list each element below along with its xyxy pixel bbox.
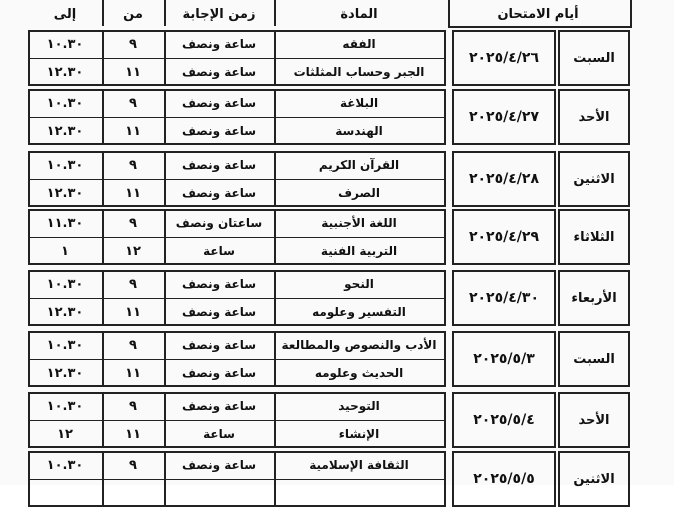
exam-day: الأحد: [578, 109, 610, 125]
cell-to: ١٠.٣٠: [46, 157, 84, 173]
cell-subject: التفسير وعلومه: [312, 305, 406, 319]
cell-duration: ساعة ونصف: [181, 65, 257, 79]
cell-from: ٩: [129, 95, 137, 111]
cell-to: ١٠.٣٠: [46, 398, 84, 414]
table-row: [0, 298, 674, 326]
table-row: [0, 209, 674, 237]
cell-to: ١٠.٣٠: [46, 95, 84, 111]
header-days: أيام الامتحان: [497, 6, 579, 22]
cell-to: ١٠.٣٠: [46, 276, 84, 292]
cell-from: ١١: [125, 64, 141, 80]
cell-duration: ساعة ونصف: [181, 186, 257, 200]
exam-day: السبت: [573, 50, 615, 66]
cell-from: ٩: [129, 276, 137, 292]
cell-from: ٩: [129, 457, 137, 473]
table-row: [0, 359, 674, 387]
exam-day: الاثنين: [573, 471, 615, 487]
cell-duration: ساعة ونصف: [181, 305, 257, 319]
exam-day-group: [0, 30, 674, 86]
exam-day-group: [0, 331, 674, 387]
exam-date: ٢٠٢٥/٤/٢٨: [468, 171, 540, 187]
table-row: [0, 179, 674, 207]
cell-from: ١١: [125, 185, 141, 201]
table-row: [0, 331, 674, 359]
cell-to: ١٢.٣٠: [46, 185, 84, 201]
exam-day-group: [0, 451, 674, 507]
exam-date: ٢٠٢٥/٤/٢٧: [468, 109, 540, 125]
cell-from: ١٢: [125, 243, 141, 259]
cell-duration: ساعة ونصف: [181, 277, 257, 291]
cell-from: ١١: [125, 426, 141, 442]
cell-duration: ساعة ونصف: [181, 399, 257, 413]
cell-from: [102, 479, 164, 507]
exam-day: السبت: [573, 351, 615, 367]
cell-to: ١٢.٣٠: [46, 365, 84, 381]
table-row: [0, 451, 674, 479]
cell-subject: الجبر وحساب المثلثات: [293, 65, 425, 79]
header-subject: المادة: [340, 6, 378, 22]
cell-duration: ساعة ونصف: [181, 37, 257, 51]
header-duration: زمن الإجابة: [182, 6, 256, 22]
cell-subject: [274, 479, 444, 507]
cell-subject: الصرف: [338, 186, 380, 200]
cell-duration: ساعتان ونصف: [175, 216, 263, 230]
cell-subject: البلاغة: [339, 96, 379, 110]
exam-day: الاثنين: [573, 171, 615, 187]
exam-date: ٢٠٢٥/٤/٣٠: [468, 290, 540, 306]
cell-to: ١٠.٣٠: [46, 337, 84, 353]
table-row: [0, 89, 674, 117]
cell-subject: الأدب والنصوص والمطالعة: [281, 338, 437, 352]
cell-subject: التوحيد: [338, 399, 380, 413]
table-row: [0, 151, 674, 179]
table-row: [0, 30, 674, 58]
header-to: إلى: [53, 6, 77, 22]
cell-subject: الفقه: [342, 37, 376, 51]
cell-subject: الحديث وعلومه: [314, 366, 404, 380]
cell-duration: ساعة: [203, 427, 235, 441]
exam-day: الثلاثاء: [573, 229, 615, 245]
cell-to: ١٠.٣٠: [46, 457, 84, 473]
cell-to: ١٠.٣٠: [46, 36, 84, 52]
cell-from: ١١: [125, 365, 141, 381]
cell-to: [28, 479, 102, 507]
cell-duration: ساعة ونصف: [181, 158, 257, 172]
cell-subject: الهندسة: [335, 124, 383, 138]
cell-from: ٩: [129, 36, 137, 52]
exam-date: ٢٠٢٥/٥/٥: [473, 471, 535, 487]
table-row: [0, 270, 674, 298]
exam-day: الأحد: [578, 412, 610, 428]
exam-day-group: [0, 151, 674, 207]
table-row: [0, 420, 674, 448]
cell-from: ٩: [129, 398, 137, 414]
exam-date: ٢٠٢٥/٥/٤: [473, 412, 535, 428]
cell-duration: ساعة: [203, 244, 235, 258]
exam-day-group: [0, 209, 674, 265]
cell-from: ٩: [129, 337, 137, 353]
cell-from: ١١: [125, 123, 141, 139]
cell-from: ٩: [129, 215, 137, 231]
exam-day-group: [0, 270, 674, 326]
cell-duration: ساعة ونصف: [181, 458, 257, 472]
cell-subject: اللغة الأجنبية: [321, 216, 397, 230]
cell-subject: الإنشاء: [338, 427, 380, 441]
table-row: [0, 117, 674, 145]
table-row: [0, 392, 674, 420]
cell-subject: القرآن الكريم: [318, 158, 400, 172]
cell-to: ١٢.٣٠: [46, 123, 84, 139]
cell-duration: ساعة ونصف: [181, 338, 257, 352]
cell-duration: [164, 479, 274, 507]
exam-day-group: [0, 89, 674, 145]
header-from: من: [123, 6, 143, 22]
table-row: [0, 237, 674, 265]
cell-to: ١٢.٣٠: [46, 64, 84, 80]
cell-to: ١٢: [57, 426, 73, 442]
exam-day: الأربعاء: [571, 290, 617, 306]
cell-duration: ساعة ونصف: [181, 124, 257, 138]
exam-day-group: [0, 392, 674, 448]
table-row: [0, 479, 674, 507]
cell-from: ٩: [129, 157, 137, 173]
exam-date: ٢٠٢٥/٥/٣: [473, 351, 535, 367]
table-row: [0, 58, 674, 86]
exam-date: ٢٠٢٥/٤/٢٩: [468, 229, 540, 245]
cell-duration: ساعة ونصف: [181, 96, 257, 110]
cell-to: ١١.٣٠: [46, 215, 84, 231]
cell-to: ١: [61, 243, 69, 259]
exam-date: ٢٠٢٥/٤/٢٦: [468, 50, 540, 66]
cell-subject: التربية الفنية: [320, 244, 398, 258]
cell-duration: ساعة ونصف: [181, 366, 257, 380]
cell-subject: النحو: [344, 277, 374, 291]
cell-to: ١٢.٣٠: [46, 304, 84, 320]
cell-from: ١١: [125, 304, 141, 320]
cell-subject: الثقافة الإسلامية: [309, 458, 409, 472]
